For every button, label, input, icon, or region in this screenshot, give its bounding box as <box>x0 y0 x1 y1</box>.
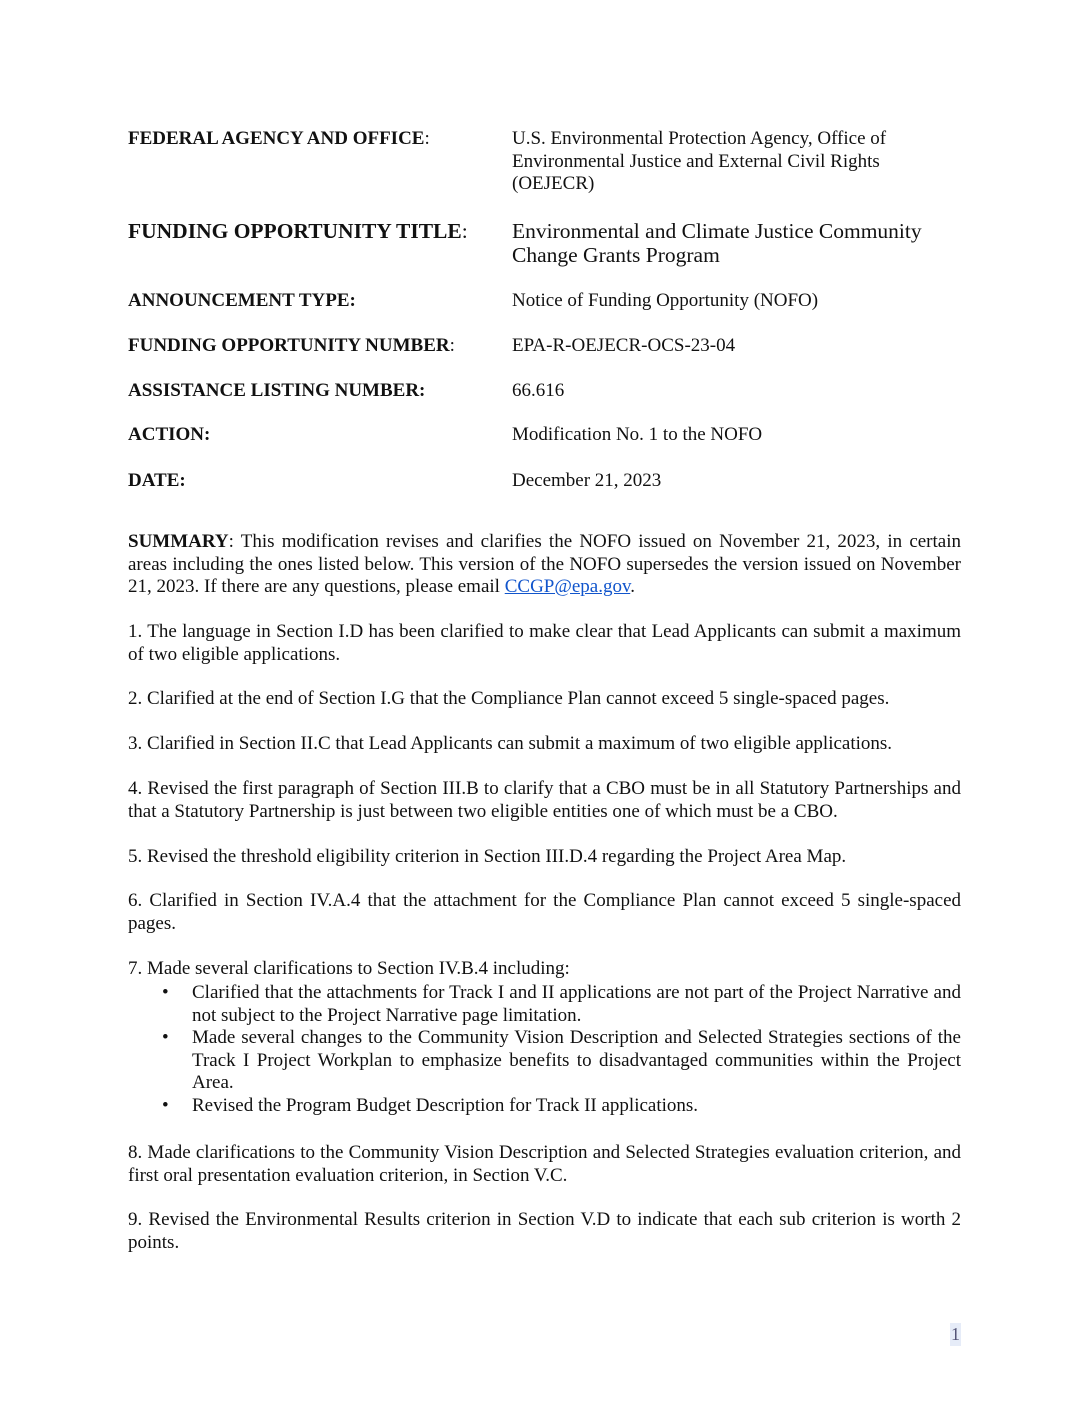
list-item-1: 1. The language in Section I.D has been clarified to make clear that Lead Applicants can submit a maximum of two eligible applications. <box>128 621 961 665</box>
list-item-3: 3. Clarified in Section II.C that Lead Applicants can submit a maximum of two eligible applications. <box>128 733 893 754</box>
header-value: December 21, 2023 <box>512 470 662 491</box>
summary-label: SUMMARY <box>128 531 229 552</box>
list-item-2: 2. Clarified at the end of Section I.G that the Compliance Plan cannot exceed 5 single-spaced pages. <box>128 688 890 709</box>
list-item-5: 5. Revised the threshold eligibility criterion in Section III.D.4 regarding the Project Area Map. <box>128 846 847 867</box>
header-label: ASSISTANCE LISTING NUMBER: <box>128 380 426 401</box>
list-item-6: 6. Clarified in Section IV.A.4 that the attachment for the Compliance Plan cannot exceed 5 single-spaced pages. <box>128 890 961 934</box>
bullet-item: • Revised the Program Budget Description for Track II applications. <box>162 1094 699 1116</box>
email-link[interactable]: CCGP@epa.gov <box>504 576 631 597</box>
header-label: ANNOUNCEMENT TYPE: <box>128 290 356 311</box>
bullet-icon: • <box>162 1027 169 1048</box>
list-item-8: 8. Made clarifications to the Community Vision Description and Selected Strategies evaluation criterion, and first oral presentation evaluation criterion, in Section V.C. <box>128 1142 961 1186</box>
item7-bullet-list <box>128 982 961 1117</box>
list-item-9: 9. Revised the Environmental Results criterion in Section V.D to indicate that each sub criterion is worth 2 points. <box>128 1209 961 1253</box>
header-value: Environmental and Climate Justice Community Change Grants Program <box>512 219 922 267</box>
header-value: Notice of Funding Opportunity (NOFO) <box>512 290 819 311</box>
header-label: FEDERAL AGENCY AND OFFICE: <box>128 128 430 149</box>
summary-text: : This modification revises and clarifies the NOFO issued on November 21, 2023, in certain areas including the ones listed below. This version of the NOFO supersedes the version issued on November 21, 2023. If there are any questions, please email <box>128 531 961 597</box>
list-item-7: 7. Made several clarifications to Section IV.B.4 including: <box>128 958 570 979</box>
header-value: EPA-R-OEJECR-OCS-23-04 <box>512 335 736 356</box>
page-number: 1 <box>951 1324 960 1344</box>
header-label: DATE: <box>128 470 186 491</box>
header-value: Modification No. 1 to the NOFO <box>512 424 763 445</box>
header-value: 66.616 <box>512 380 565 401</box>
summary-paragraph: SUMMARY: This modification revises and clarifies the NOFO issued on November 21, 2023, in certain areas including the ones listed below. This version of the NOFO supersedes the version issued on November 21, 2023. If there are any questions, please email CCGP@epa.gov. <box>128 531 961 597</box>
header-value: U.S. Environmental Protection Agency, Office of Environmental Justice and External Civil Rights (OEJECR) <box>512 128 887 194</box>
header-label: FUNDING OPPORTUNITY NUMBER: <box>128 335 455 356</box>
header-label: FUNDING OPPORTUNITY TITLE: <box>128 219 468 243</box>
bullet-item: • Made several changes to the Community Vision Description and Selected Strategies sections of the Track I Project Workplan to emphasize benefits to disadvantaged communities within the Project Area. <box>162 1027 961 1093</box>
header-label: ACTION: <box>128 424 211 445</box>
bullet-icon: • <box>162 982 169 1003</box>
bullet-icon: • <box>162 1094 169 1116</box>
bullet-item: • Clarified that the attachments for Track I and II applications are not part of the Project Narrative and not subject to the Project Narrative page limitation. <box>162 982 961 1026</box>
list-item-4: 4. Revised the first paragraph of Section III.B to clarify that a CBO must be in all Statutory Partnerships and that a Statutory Partnership is just between two eligible entities one of which must be a CBO. <box>128 778 961 822</box>
